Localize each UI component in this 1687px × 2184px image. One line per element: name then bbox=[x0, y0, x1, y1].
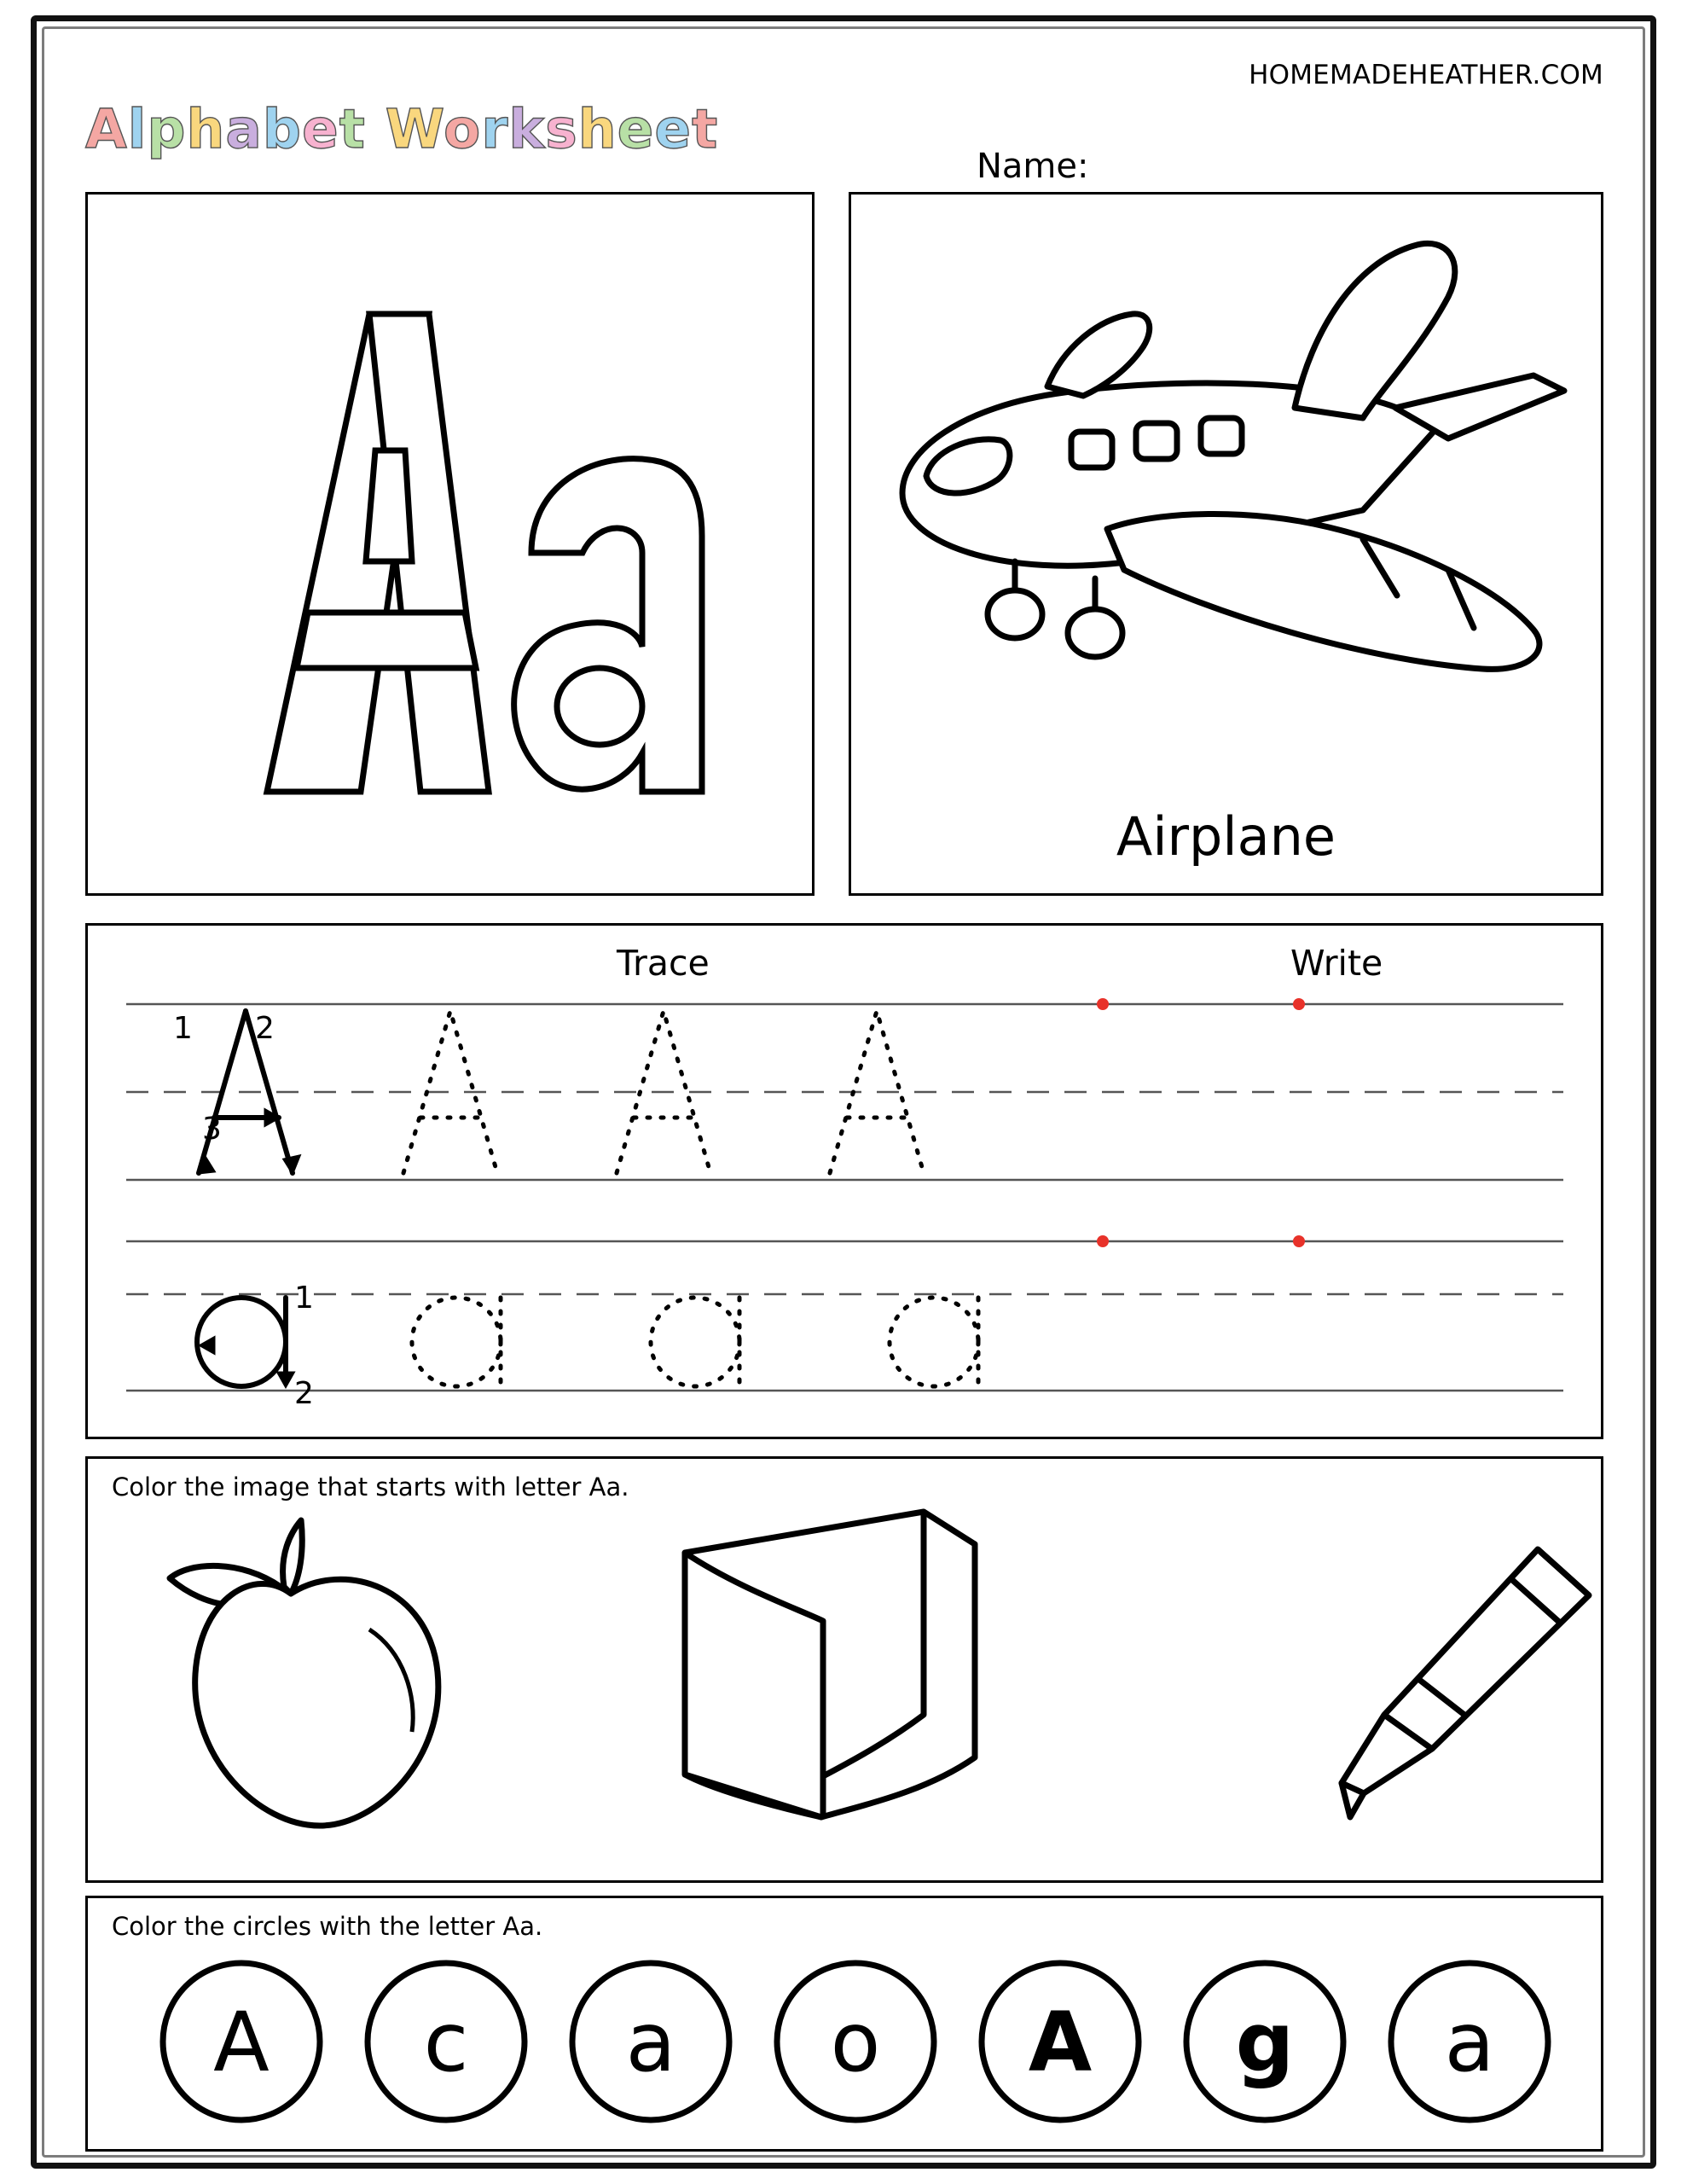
stroke-number-3: 3 bbox=[202, 1112, 222, 1147]
title-letter: t bbox=[339, 98, 366, 160]
letter-circle-row bbox=[88, 1898, 1601, 2149]
circle-letter: c bbox=[423, 1995, 469, 2090]
site-url: HOMEMADEHEATHER.COM bbox=[1249, 60, 1603, 90]
color-image-box bbox=[85, 1456, 1603, 1883]
worksheet-header bbox=[85, 51, 1603, 186]
name-label: Name: bbox=[977, 147, 1089, 186]
circle-letter: A bbox=[213, 1995, 270, 2090]
book-icon bbox=[685, 1512, 975, 1817]
stroke-number-1: 1 bbox=[173, 1011, 193, 1046]
airplane-icon bbox=[851, 195, 1601, 792]
circle-letter: A bbox=[1028, 1995, 1093, 2090]
title-letter: h bbox=[186, 98, 226, 160]
circle-letter: g bbox=[1235, 1995, 1295, 2090]
title-letter: A bbox=[85, 98, 128, 160]
circle-letter: a bbox=[625, 1995, 676, 2090]
stroke-number-1: 1 bbox=[294, 1281, 314, 1316]
circle-letter: o bbox=[830, 1995, 881, 2090]
circle-letter: a bbox=[1444, 1995, 1495, 2090]
title-letter: p bbox=[147, 98, 187, 160]
trace-label: Trace bbox=[617, 943, 710, 984]
title-letter: o bbox=[443, 98, 482, 160]
title-letter: e bbox=[301, 98, 339, 160]
title-letter: r bbox=[481, 98, 509, 160]
picture-word: Airplane bbox=[1116, 805, 1336, 868]
page-title bbox=[85, 98, 718, 160]
letter-display-box bbox=[85, 192, 815, 896]
write-label: Write bbox=[1290, 943, 1383, 984]
circle-instruction: Color the circles with the letter Aa. bbox=[112, 1912, 543, 1941]
title-letter: b bbox=[262, 98, 302, 160]
color-image-row bbox=[88, 1459, 1601, 1880]
tracing-lines bbox=[88, 926, 1601, 1437]
title-letter: t bbox=[692, 98, 719, 160]
stroke-number-2: 2 bbox=[255, 1011, 275, 1046]
title-letter: h bbox=[577, 98, 617, 160]
title-letter: e bbox=[617, 98, 655, 160]
title-letter: l bbox=[127, 98, 148, 160]
stroke-number-2: 2 bbox=[294, 1376, 314, 1411]
title-letter: k bbox=[508, 98, 546, 160]
color-image-instruction: Color the image that starts with letter Aa. bbox=[112, 1472, 629, 1502]
picture-box bbox=[849, 192, 1603, 896]
pencil-icon bbox=[1342, 1549, 1589, 1817]
trace-box bbox=[85, 923, 1603, 1439]
title-letter: s bbox=[545, 98, 578, 160]
title-letter: a bbox=[225, 98, 263, 160]
title-letter: e bbox=[654, 98, 693, 160]
title-letter: W bbox=[385, 98, 444, 160]
title-space bbox=[366, 98, 386, 160]
circle-letters-box bbox=[85, 1896, 1603, 2152]
letter-outline-Aa bbox=[88, 195, 812, 893]
apple-icon bbox=[170, 1520, 438, 1826]
